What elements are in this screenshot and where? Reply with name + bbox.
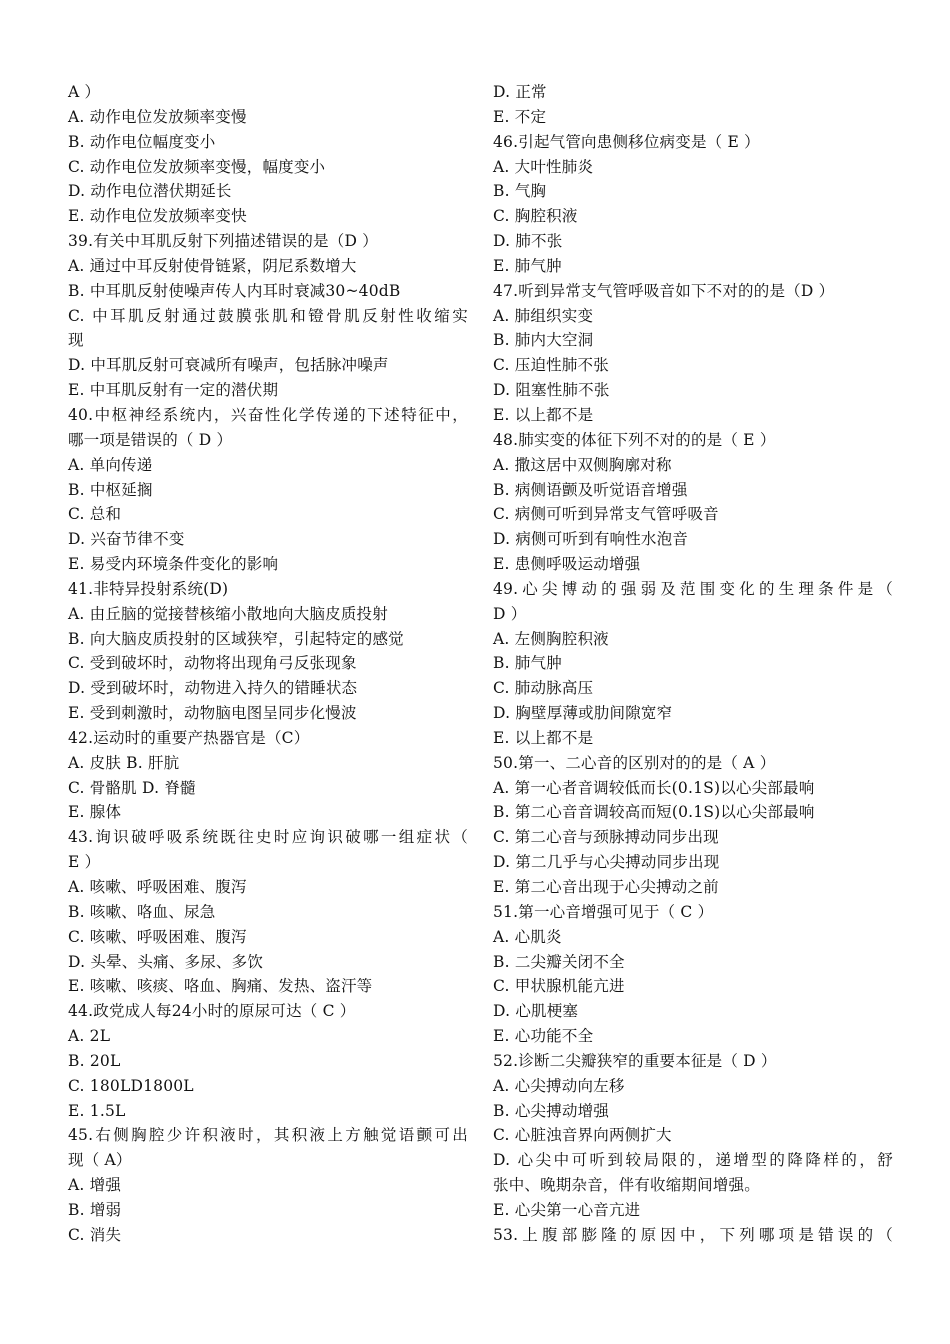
text-line: C. 肺动脉高压: [493, 679, 594, 698]
text-line: E. 受到刺激时，动物脑电图呈同步化慢波: [68, 704, 357, 723]
text-line: B. 病侧语颤及听觉语音增强: [493, 480, 688, 499]
text-line: D. 兴奋节律不变: [68, 530, 185, 549]
text-line: C. 动作电位发放频率变慢，幅度变小: [68, 157, 326, 176]
text-line: E. 动作电位发放频率变快: [68, 207, 247, 226]
text-line: 40.中枢神经系统内，兴奋性化学传递的下述特征中，: [68, 405, 468, 424]
text-line: 43.询识破呼吸系统既往史时应询识破哪一组症状（: [68, 828, 468, 847]
text-line: A. 增强: [68, 1176, 122, 1195]
text-line: 47.听到异常支气管呼吸音如下不对的的是（D ）: [493, 281, 835, 300]
text-line: D. 心肌梗塞: [493, 1002, 579, 1021]
text-line: 44.政党成人每24小时的原尿可达（ C ）: [68, 1002, 356, 1021]
text-line: C. 总和: [68, 505, 122, 524]
text-line: 50.第一、二心音的区别对的的是（ A ）: [493, 753, 776, 772]
text-line: D. 胸壁厚薄或肋间隙宽窄: [493, 704, 673, 723]
text-line: 53.上腹部膨隆的原因中，下列哪项是错误的（: [493, 1225, 893, 1244]
text-line: 48.肺实变的体征下列不对的的是（ E ）: [493, 430, 776, 449]
text-line: A. 左侧胸腔积液: [493, 629, 609, 648]
text-line: A. 咳嗽、呼吸困难、腹泻: [68, 878, 247, 896]
text-line: D. 受到破坏时，动物进入持久的错睡状态: [68, 679, 358, 698]
text-line: A. 皮肤 B. 肝肮: [68, 753, 180, 772]
text-line: E. 腺体: [68, 803, 122, 822]
text-line: A. 单向传递: [68, 455, 153, 474]
text-line: 41.非特异投射系统(D): [68, 579, 229, 598]
text-line: E. 中耳肌反射有一定的潜伏期: [68, 381, 279, 400]
text-line: E. 咳嗽、咳痰、咯血、胸痛、发热、盗汗等: [68, 977, 373, 996]
text-line: E. 不定: [493, 107, 547, 126]
text-line: D. 肺不张: [493, 232, 563, 251]
text-line: A. 撒这居中双侧胸廓对称: [493, 455, 672, 474]
text-line: A. 动作电位发放频率变慢: [68, 107, 247, 126]
text-line: A. 大叶性肺炎: [493, 157, 594, 176]
text-line: A ）: [68, 83, 101, 101]
text-line: E. 第二心音出现于心尖搏动之前: [493, 878, 719, 896]
text-line: C. 180LD1800L: [68, 1076, 194, 1095]
text-line: 49.心尖博动的强弱及范围变化的生理条件是（: [493, 579, 893, 598]
text-line: A. 通过中耳反射使骨链紧，阴尼系数增大: [68, 256, 357, 275]
left-column: [68, 80, 468, 1248]
text-line: C. 病侧可听到异常支气管呼吸音: [493, 505, 719, 524]
text-line: E. 以上都不是: [493, 405, 594, 424]
text-line: E. 以上都不是: [493, 728, 594, 747]
text-line: 52.诊断二尖瓣狭窄的重要本征是（ D ）: [493, 1051, 777, 1070]
right-column: [493, 80, 893, 1248]
text-line: B. 向大脑皮质投射的区域狭窄，引起特定的感觉: [68, 629, 404, 648]
text-line: E. 肺气肿: [493, 256, 562, 275]
text-line: 51.第一心音增强可见于（ C ）: [493, 902, 714, 921]
text-line: C. 压迫性肺不张: [493, 356, 609, 375]
text-line: E ）: [68, 853, 101, 872]
text-line: C. 咳嗽、呼吸困难、腹泻: [68, 927, 247, 946]
text-line: B. 中耳肌反射使噪声传人内耳时衰减30~40dB: [68, 281, 401, 300]
text-line: A. 心肌炎: [493, 927, 562, 946]
text-line: B. 20L: [68, 1051, 121, 1070]
text-line: D. 动作电位潜伏期延长: [68, 182, 232, 201]
text-line: A. 肺组织实变: [493, 306, 594, 325]
text-line: 现（ A）: [68, 1151, 132, 1170]
text-line: 哪一项是错误的（ D ）: [68, 430, 233, 449]
text-line: C. 骨骼肌 D. 脊髓: [68, 778, 196, 797]
text-line: B. 动作电位幅度变小: [68, 132, 216, 151]
text-line: D ）: [493, 604, 527, 623]
text-line: B. 肺气肿: [493, 654, 562, 673]
text-line: E. 易受内环境条件变化的影响: [68, 555, 279, 574]
text-line: 39.有关中耳肌反射下列描述错误的是（D ）: [68, 232, 378, 251]
text-line: D. 阻塞性肺不张: [493, 381, 610, 400]
text-line: B. 肺内大空洞: [493, 331, 594, 350]
text-line: D. 病侧可听到有响性水泡音: [493, 530, 689, 549]
text-line: B. 二尖瓣关闭不全: [493, 952, 625, 971]
text-line: C. 甲状腺机能亢进: [493, 977, 625, 996]
text-line: 46.引起气管向患侧移位病变是（ E ）: [493, 132, 760, 151]
text-line: B. 中枢延搁: [68, 480, 153, 499]
text-line: A. 由丘脑的觉接替核缩小散地向大脑皮质投射: [68, 604, 388, 623]
text-line: B. 气胸: [493, 182, 547, 201]
text-line: B. 咳嗽、咯血、尿急: [68, 902, 216, 921]
text-line: D. 第二几乎与心尖搏动同步出现: [493, 853, 720, 872]
text-line: E. 心功能不全: [493, 1027, 594, 1046]
text-line: 45.右侧胸腔少许积液时，其积液上方触觉语颤可出: [68, 1126, 468, 1145]
text-line: 张中、晚期杂音，伴有收缩期间增强。: [493, 1176, 760, 1195]
text-line: C. 消失: [68, 1225, 122, 1244]
text-line: C. 第二心音与颈脉搏动同步出现: [493, 828, 719, 847]
text-line: A. 2L: [68, 1027, 111, 1046]
text-line: B. 第二心音音调较高而短(0.1S)以心尖部最响: [493, 803, 815, 822]
text-line: D. 心尖中可听到较局限的，递增型的降降样的，舒: [493, 1151, 893, 1170]
text-line: D. 头晕、头痛、多尿、多饮: [68, 952, 264, 971]
text-line: A. 心尖搏动向左移: [493, 1076, 625, 1095]
text-line: D. 正常: [493, 83, 547, 101]
text-line: 42.运动时的重要产热器官是（C）: [68, 728, 310, 747]
text-line: C. 胸腔积液: [493, 207, 578, 226]
text-line: B. 增弱: [68, 1200, 122, 1219]
text-line: E. 心尖第一心音亢进: [493, 1200, 641, 1219]
text-line: C. 中耳肌反射通过鼓膜张肌和镫骨肌反射性收缩实: [68, 306, 468, 325]
text-line: E. 患侧呼吸运动增强: [493, 555, 641, 574]
text-line: A. 第一心者音调较低而长(0.1S)以心尖部最响: [493, 778, 815, 797]
text-line: C. 受到破坏时，动物将出现角弓反张现象: [68, 654, 357, 673]
text-line: D. 中耳肌反射可衰减所有噪声，包括脉冲噪声: [68, 356, 389, 375]
text-line: C. 心脏浊音界向两侧扩大: [493, 1126, 672, 1145]
text-line: B. 心尖搏动增强: [493, 1101, 610, 1120]
text-line: 现: [68, 331, 84, 350]
text-line: E. 1.5L: [68, 1101, 126, 1120]
